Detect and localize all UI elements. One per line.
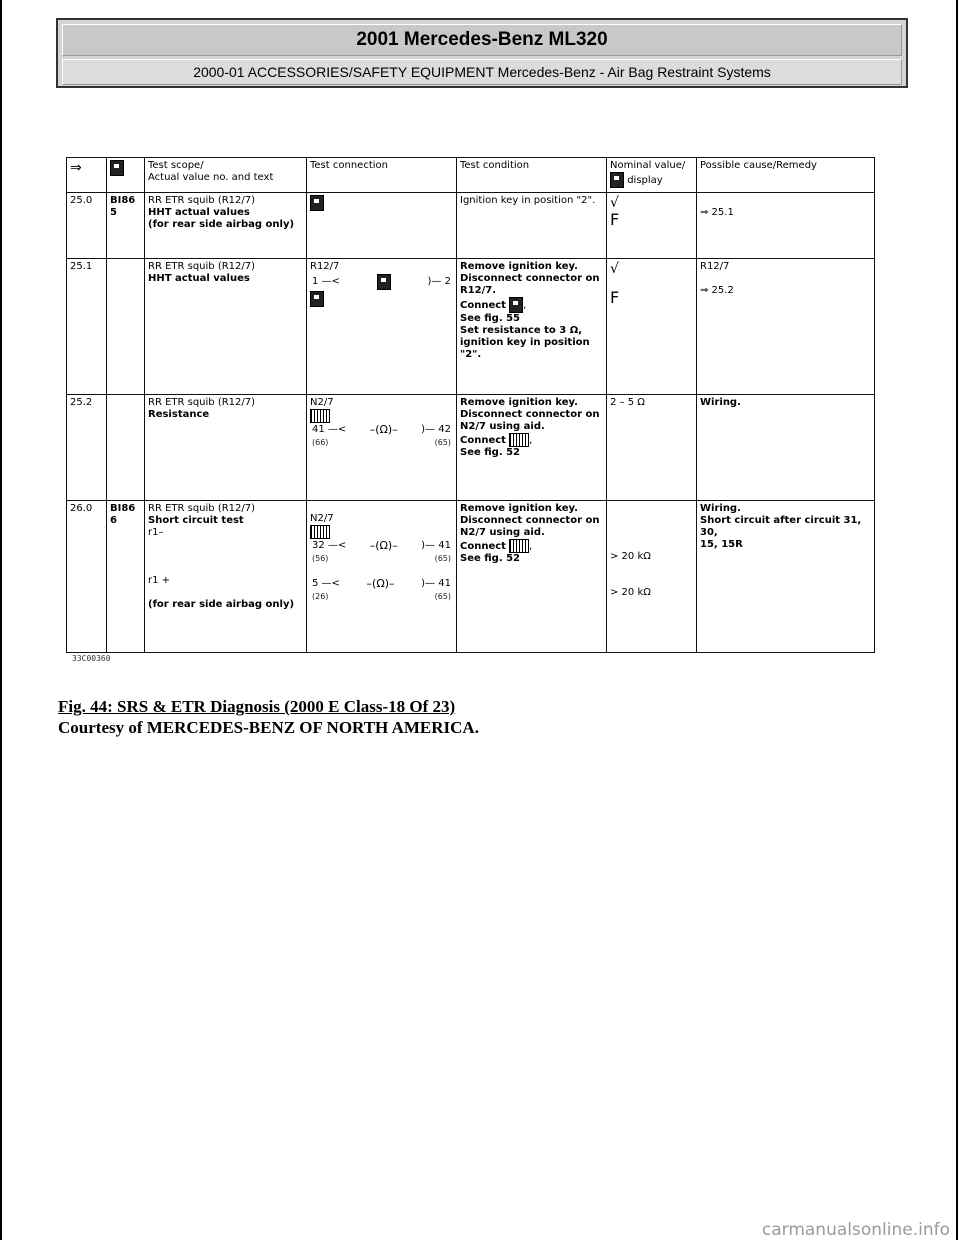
connector-name: N2/7: [310, 397, 334, 408]
possible-cause: Wiring.: [697, 395, 875, 501]
test-condition: Remove ignition key. Disconnect connector on N2/7 using aid. Connect , See fig. 52: [457, 501, 607, 653]
document-title: 2001 Mercedes-Benz ML320: [62, 24, 902, 56]
table-row: [67, 193, 875, 259]
document-subtitle: 2000-01 ACCESSORIES/SAFETY EQUIPMENT Mercedes-Benz - Air Bag Restraint Systems: [62, 59, 902, 85]
test-connection: [307, 193, 457, 259]
possible-cause: R12/7 ⇒ 25.2: [697, 259, 875, 395]
step-number: 25.0: [67, 193, 107, 259]
diagnosis-table: [66, 157, 875, 653]
ohmmeter-icon: –(Ω)–: [369, 539, 398, 552]
scope-header: Test scope/ Actual value no. and text: [145, 158, 307, 193]
nominal-value: > 20 kΩ > 20 kΩ: [607, 501, 697, 653]
table-header-row: [67, 158, 875, 193]
figure-title: Fig. 44: SRS & ETR Diagnosis (2000 E Class-18 Of 23): [58, 697, 456, 716]
step-number: 25.1: [67, 259, 107, 395]
tester-icon: [310, 291, 324, 307]
connector-name: R12/7: [310, 261, 340, 272]
connector-name: N2/7: [310, 513, 334, 524]
ohmmeter-icon: –(Ω)–: [366, 577, 395, 590]
tester-icon: [310, 195, 324, 211]
table-row: [67, 501, 875, 653]
test-scope: RR ETR squib (R12/7) Resistance: [145, 395, 307, 501]
nominal-header: Nominal value/ display: [607, 158, 697, 193]
figure-caption: [58, 696, 479, 738]
actual-value-code: BI866: [107, 501, 145, 653]
watermark: carmanualsonline.info: [761, 1220, 950, 1240]
diagnosis-figure: [64, 155, 876, 670]
multimeter-icon: [509, 433, 529, 447]
possible-cause: ⇒ 25.1: [697, 193, 875, 259]
page-header: [56, 18, 908, 88]
figure-credit: Courtesy of MERCEDES-BENZ OF NORTH AMERICA.: [58, 718, 479, 737]
table-row: [67, 395, 875, 501]
step-number: 25.2: [67, 395, 107, 501]
test-condition: Remove ignition key. Disconnect connector on R12/7. Connect , See fig. 55 Set resistance to 3 Ω, ignition key in position "2".: [457, 259, 607, 395]
test-condition: Remove ignition key. Disconnect connector on N2/7 using aid. Connect , See fig. 52: [457, 395, 607, 501]
figure-code: 33C00360: [72, 654, 111, 663]
tester-icon: [377, 274, 391, 290]
ohmmeter-icon: –(Ω)–: [369, 423, 398, 436]
multimeter-icon: [310, 525, 330, 539]
multimeter-icon: [310, 409, 330, 423]
nominal-value: √ F: [607, 259, 697, 395]
tester-icon: [110, 160, 124, 176]
multimeter-icon: [509, 539, 529, 553]
test-scope: RR ETR squib (R12/7) HHT actual values: [145, 259, 307, 395]
connection-header: Test connection: [307, 158, 457, 193]
test-connection: N2/7 41 —< –(Ω)– )— 42 (66) (65): [307, 395, 457, 501]
remedy-header: Possible cause/Remedy: [697, 158, 875, 193]
condition-header: Test condition: [457, 158, 607, 193]
test-connection: N2/7 32 —< –(Ω)– )— 41 (56) (65) 5 —< –(Ω)– )— 41 (26) (65): [307, 501, 457, 653]
test-scope: RR ETR squib (R12/7) Short circuit test r1– r1 + (for rear side airbag only): [145, 501, 307, 653]
step-number: 26.0: [67, 501, 107, 653]
display-icon: [610, 172, 624, 188]
test-condition: Ignition key in position "2".: [457, 193, 607, 259]
tester-icon-header: [107, 158, 145, 193]
test-scope: RR ETR squib (R12/7) HHT actual values (for rear side airbag only): [145, 193, 307, 259]
arrow-header: ⇒: [67, 158, 107, 193]
possible-cause: Wiring. Short circuit after circuit 31, 30, 15, 15R: [697, 501, 875, 653]
actual-value-code: BI865: [107, 193, 145, 259]
actual-value-code: [107, 259, 145, 395]
tester-icon: [509, 297, 523, 313]
actual-value-code: [107, 395, 145, 501]
nominal-value: √ F: [607, 193, 697, 259]
test-connection: R12/7 1 —< )— 2: [307, 259, 457, 395]
nominal-value: 2 – 5 Ω: [607, 395, 697, 501]
table-row: [67, 259, 875, 395]
